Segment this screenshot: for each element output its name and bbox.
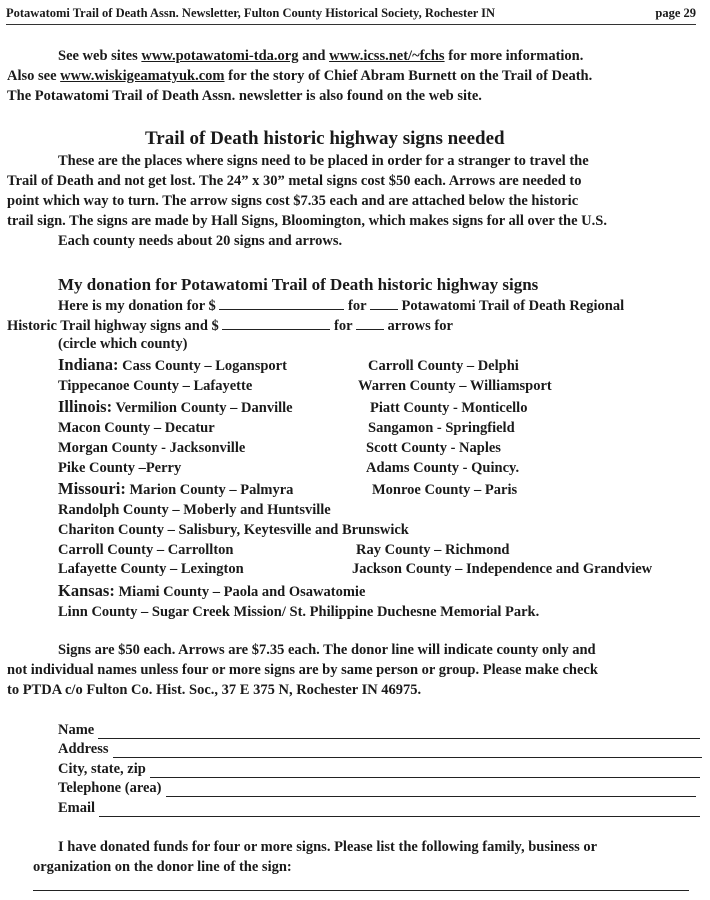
county-illinois-vermilion[interactable]: Illinois: Vermilion County – Danville bbox=[58, 397, 293, 416]
name-line[interactable] bbox=[98, 726, 700, 739]
county-kansas-linn[interactable]: Linn County – Sugar Creek Mission/ St. Philippine Duchesne Memorial Park. bbox=[58, 604, 540, 620]
county-missouri-chariton[interactable]: Chariton County – Salisbury, Keytesville and Brunswick bbox=[58, 522, 409, 538]
link-wiskigeamatyuk[interactable]: www.wiskigeamatyuk.com bbox=[60, 68, 225, 84]
address-line[interactable] bbox=[113, 745, 703, 758]
donation-line-2: Historic Trail highway signs and $ for arrows for bbox=[7, 318, 453, 334]
state-label-indiana: Indiana: bbox=[58, 355, 119, 374]
pricing-line: not individual names unless four or more signs are by same person or group. Please make check bbox=[7, 662, 598, 678]
county-missouri-lafayette[interactable]: Lafayette County – Lexington bbox=[58, 561, 244, 577]
article-title: Trail of Death historic highway signs needed bbox=[145, 128, 505, 149]
county-kansas-miami[interactable]: Kansas: Miami County – Paola and Osawatomie bbox=[58, 581, 366, 600]
city-state-zip-field[interactable] bbox=[58, 761, 700, 778]
donation-heading: My donation for Potawatomi Trail of Death historic highway signs bbox=[58, 275, 539, 294]
city-state-zip-label: City, state, zip bbox=[58, 761, 146, 777]
article-line: point which way to turn. The arrow signs cost $7.35 each and are attached below the historic bbox=[7, 193, 579, 209]
county-missouri-ray[interactable]: Ray County – Richmond bbox=[356, 542, 510, 558]
county-illinois-morgan[interactable]: Morgan County - Jacksonville bbox=[58, 440, 246, 456]
county-missouri-monroe[interactable]: Monroe County – Paris bbox=[372, 482, 518, 498]
pricing-line: to PTDA c/o Fulton Co. Hist. Soc., 37 E 375 N, Rochester IN 46975. bbox=[7, 682, 422, 698]
page-header bbox=[6, 6, 696, 25]
county-illinois-macon[interactable]: Macon County – Decatur bbox=[58, 420, 215, 436]
county-illinois-sangamon[interactable]: Sangamon - Springfield bbox=[368, 420, 515, 436]
state-label-illinois: Illinois: bbox=[58, 397, 113, 416]
arrow-count-blank[interactable] bbox=[356, 317, 384, 330]
sign-amount-blank[interactable] bbox=[219, 297, 344, 310]
county-illinois-scott[interactable]: Scott County - Naples bbox=[366, 440, 501, 456]
county-missouri-marion[interactable]: Missouri: Marion County – Palmyra bbox=[58, 479, 294, 498]
article-line: These are the places where signs need to be placed in order for a stranger to travel the bbox=[58, 153, 589, 169]
county-indiana-cass[interactable]: Indiana: Cass County – Logansport bbox=[58, 355, 287, 374]
county-missouri-carroll[interactable]: Carroll County – Carrollton bbox=[58, 542, 234, 558]
link-potawatomi-tda[interactable]: www.potawatomi-tda.org bbox=[141, 48, 299, 64]
name-label: Name bbox=[58, 722, 95, 738]
county-missouri-randolph[interactable]: Randolph County – Moberly and Huntsville bbox=[58, 502, 331, 518]
name-field[interactable] bbox=[58, 722, 700, 739]
page-number: page 29 bbox=[655, 6, 696, 20]
address-label: Address bbox=[58, 741, 109, 757]
county-illinois-piatt[interactable]: Piatt County - Monticello bbox=[370, 400, 528, 416]
donation-line-1: Here is my donation for $ for Potawatomi Trail of Death Regional bbox=[58, 298, 625, 314]
intro-line-1: See web sites www.potawatomi-tda.org and www.icss.net/~fchs for more information. bbox=[58, 48, 584, 64]
pricing-line: Signs are $50 each. Arrows are $7.35 each. The donor line will indicate county only and bbox=[58, 642, 596, 658]
county-indiana-warren[interactable]: Warren County – Williamsport bbox=[358, 378, 552, 394]
county-indiana-carroll[interactable]: Carroll County – Delphi bbox=[368, 358, 519, 374]
telephone-label: Telephone (area) bbox=[58, 780, 162, 796]
email-field[interactable] bbox=[58, 800, 700, 817]
newsletter-title: Potawatomi Trail of Death Assn. Newsletter, Fulton County Historical Society, Rochester IN bbox=[6, 6, 496, 20]
state-label-kansas: Kansas: bbox=[58, 581, 115, 600]
county-illinois-pike[interactable]: Pike County –Perry bbox=[58, 460, 182, 476]
county-missouri-jackson[interactable]: Jackson County – Independence and Grandview bbox=[352, 561, 653, 577]
county-illinois-adams[interactable]: Adams County - Quincy. bbox=[366, 460, 520, 476]
address-field[interactable] bbox=[58, 741, 702, 758]
email-line[interactable] bbox=[99, 804, 700, 817]
telephone-field[interactable] bbox=[58, 780, 696, 797]
city-state-zip-line[interactable] bbox=[150, 765, 700, 778]
state-label-missouri: Missouri: bbox=[58, 479, 126, 498]
intro-line-2: Also see www.wiskigeamatyuk.com for the story of Chief Abram Burnett on the Trail of Death. bbox=[7, 68, 593, 84]
closing-line: I have donated funds for four or more signs. Please list the following family, business or bbox=[58, 839, 598, 855]
donor-name-line[interactable] bbox=[33, 890, 689, 891]
donation-line-3: (circle which county) bbox=[58, 336, 188, 352]
email-label: Email bbox=[58, 800, 96, 816]
article-line: trail sign. The signs are made by Hall Signs, Bloomington, which makes signs for all over the U.S. bbox=[7, 213, 607, 229]
arrow-amount-blank[interactable] bbox=[222, 317, 330, 330]
closing-line: organization on the donor line of the sign: bbox=[33, 859, 292, 875]
link-icss[interactable]: www.icss.net/~fchs bbox=[329, 48, 445, 64]
intro-line-3: The Potawatomi Trail of Death Assn. newsletter is also found on the web site. bbox=[7, 88, 482, 104]
article-line: Trail of Death and not get lost. The 24” x 30” metal signs cost $50 each. Arrows are needed to bbox=[7, 173, 582, 189]
telephone-line[interactable] bbox=[166, 784, 696, 797]
sign-count-blank[interactable] bbox=[370, 297, 398, 310]
article-line: Each county needs about 20 signs and arrows. bbox=[58, 233, 343, 249]
county-indiana-tippecanoe[interactable]: Tippecanoe County – Lafayette bbox=[58, 378, 253, 394]
